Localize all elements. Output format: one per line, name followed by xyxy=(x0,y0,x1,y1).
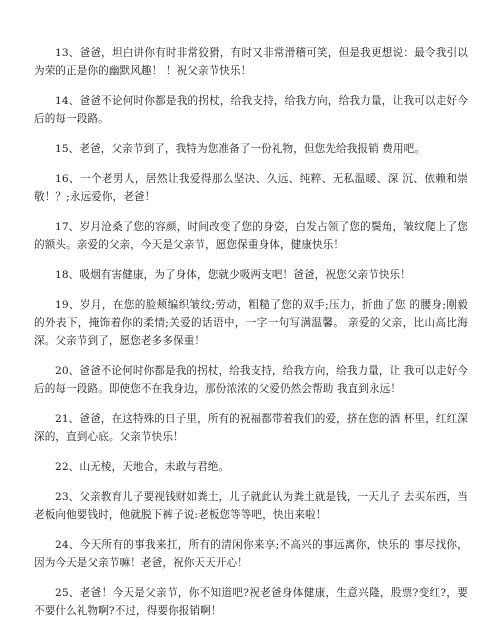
paragraph-15: 15、老爸，父亲节到了，我特为您准备了一份礼物，但您先给我报销 费用吧。 xyxy=(55,143,426,155)
paragraph-22: 22、山无棱，天地合，未敢与君绝。 xyxy=(55,461,230,473)
paragraph-19: 19、岁月，在您的脸颊编织皱纹;劳动，粗糙了您的双手;压力，折曲了您 的腰身;刚毅的外表下，掩饰着你的柔情;关爱的话语中，一字一句写满温馨。 亲爱的父亲，比山高比海深。父亲节到了，愿您老多多保重！ xyxy=(34,299,468,347)
paragraph-25: 25、老爸！今天是父亲节，你不知道吧?祝老爸身体健康，生意兴隆，股票?变红?，要不要什么礼物啊?不过，得要你报销啊！ xyxy=(34,587,468,617)
paragraph-21: 21、爸爸，在这特殊的日子里，所有的祝福都带着我们的爱，挤在您的酒 杯里，红红深深的，直到心底。父亲节快乐！ xyxy=(34,413,468,443)
paragraph-14: 14、爸爸不论何时你都是我的拐杖，给我支持，给我方向，给我力量，让我可以走好今后的每一段路。 xyxy=(34,95,468,125)
paragraph-16: 16、一个老男人，居然让我爱得那么坚决、久远、纯粹、无私温暖、深 沉、依赖和崇敬！？;永远爱你，老爸！ xyxy=(34,173,468,203)
paragraph-20: 20、爸爸不论何时你都是我的拐杖，给我支持，给我方向，给我力量，让 我可以走好今后的每一段路。即使您不在我身边，那份浓浓的父爱仍然会帮助 我直到永远！ xyxy=(34,365,468,395)
paragraph-13: 13、爸爸，坦白讲你有时非常狡猾，有时又非常滑稽可笑，但是我更想说：最令我引以为荣的正是你的幽默风趣！ ！祝父亲节快乐！ xyxy=(34,47,468,77)
paragraph-23: 23、父亲教育儿子要视钱财如粪土，儿子就此认为粪土就是钱，一天儿子 去买东西，当老板向他要钱时，他就脱下裤子说:老板您等等吧，快出来啦！ xyxy=(34,491,468,521)
paragraph-18: 18、吸烟有害健康，为了身体，您就少吸两支吧！爸爸，祝您父亲节快乐！ xyxy=(55,269,411,281)
paragraph-17: 17、岁月沧桑了您的容颜，时间改变了您的身姿，白发占领了您的鬓角，皱纹爬上了您的额头。亲爱的父亲，今天是父亲节，愿您保重身体，健康快乐！ xyxy=(34,221,468,251)
paragraph-24: 24、今天所有的事我来扛，所有的清闲你来享;不高兴的事远离你，快乐的 事尽找你，因为今天是父亲节嘛！老爸，祝你天天开心！ xyxy=(34,539,468,569)
